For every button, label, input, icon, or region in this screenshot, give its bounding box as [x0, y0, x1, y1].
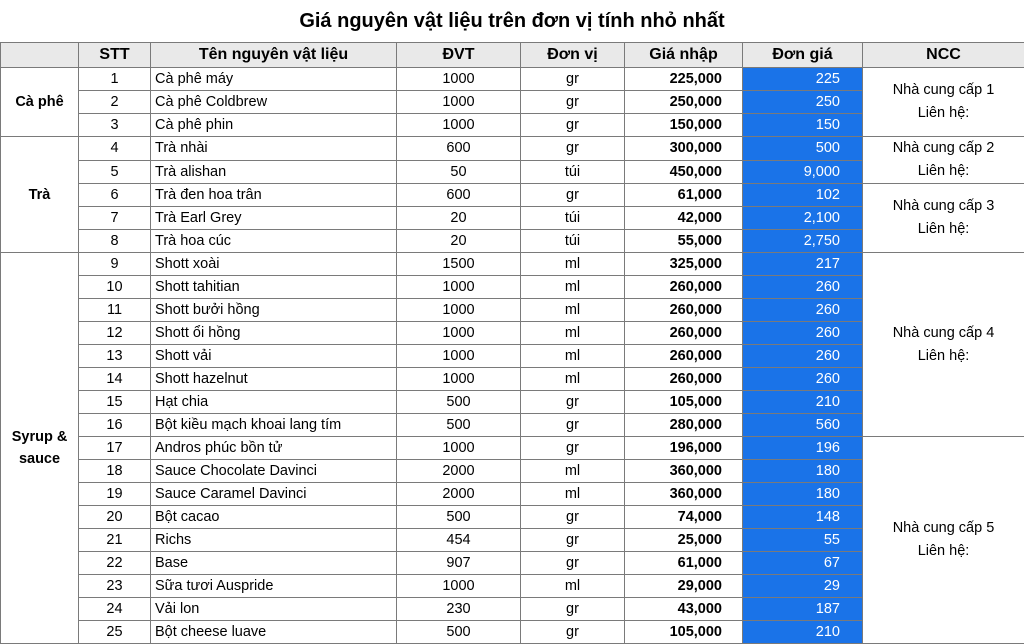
cell-purchase-price[interactable]: 29,000 [625, 575, 743, 598]
cell-unit[interactable]: gr [521, 598, 625, 621]
cell-purchase-price[interactable]: 105,000 [625, 391, 743, 414]
cell-material-name[interactable]: Trà Earl Grey [151, 207, 397, 230]
supplier-cell[interactable] [863, 68, 1024, 137]
cell-dvt[interactable]: 1000 [397, 68, 521, 91]
cell-stt[interactable]: 6 [79, 184, 151, 207]
cell-material-name[interactable]: Cà phê phin [151, 114, 397, 137]
cell-material-name[interactable]: Trà hoa cúc [151, 230, 397, 253]
cell-purchase-price[interactable]: 55,000 [625, 230, 743, 253]
cell-material-name[interactable]: Bột cheese luave [151, 621, 397, 644]
cell-stt[interactable]: 16 [79, 414, 151, 437]
cell-unit[interactable]: gr [521, 437, 625, 460]
cell-stt[interactable]: 7 [79, 207, 151, 230]
cell-dvt[interactable]: 500 [397, 506, 521, 529]
cell-dvt[interactable]: 600 [397, 184, 521, 207]
cell-stt[interactable]: 2 [79, 91, 151, 114]
cell-dvt[interactable]: 1000 [397, 322, 521, 345]
header-supplier[interactable]: NCC [863, 43, 1024, 68]
cell-material-name[interactable]: Bột cacao [151, 506, 397, 529]
cell-material-name[interactable]: Shott tahitian [151, 276, 397, 299]
cell-material-name[interactable]: Vải lon [151, 598, 397, 621]
cell-dvt[interactable]: 1000 [397, 575, 521, 598]
cell-stt[interactable]: 1 [79, 68, 151, 91]
header-row [1, 43, 1024, 68]
cell-stt[interactable]: 23 [79, 575, 151, 598]
cell-stt[interactable]: 4 [79, 137, 151, 161]
cell-stt[interactable]: 12 [79, 322, 151, 345]
cell-unit[interactable]: ml [521, 345, 625, 368]
cell-unit-price[interactable]: 210 [743, 621, 863, 644]
table-row [1, 68, 1024, 91]
cell-dvt[interactable]: 1000 [397, 345, 521, 368]
cell-material-name[interactable]: Andros phúc bồn tử [151, 437, 397, 460]
cell-unit-price[interactable]: 67 [743, 552, 863, 575]
supplier-contact: Liên hệ: [863, 102, 1024, 125]
cell-stt[interactable]: 11 [79, 299, 151, 322]
cell-unit-price[interactable]: 260 [743, 368, 863, 391]
cell-dvt[interactable]: 20 [397, 230, 521, 253]
cell-purchase-price[interactable]: 43,000 [625, 598, 743, 621]
cell-purchase-price[interactable]: 260,000 [625, 345, 743, 368]
cell-material-name[interactable]: Trà đen hoa trân [151, 184, 397, 207]
cell-stt[interactable]: 19 [79, 483, 151, 506]
cell-dvt[interactable]: 500 [397, 414, 521, 437]
cell-material-name[interactable]: Shott ổi hồng [151, 322, 397, 345]
cell-material-name[interactable]: Shott hazelnut [151, 368, 397, 391]
cell-unit[interactable]: gr [521, 506, 625, 529]
cell-unit-price[interactable]: 180 [743, 460, 863, 483]
cell-dvt[interactable]: 1000 [397, 114, 521, 137]
cell-unit[interactable]: ml [521, 575, 625, 598]
supplier-name: Nhà cung cấp 2 [863, 137, 1024, 160]
cell-unit-price[interactable]: 500 [743, 137, 863, 161]
supplier-contact: Liên hệ: [863, 160, 1024, 183]
cell-unit-price[interactable]: 2,750 [743, 230, 863, 253]
cell-stt[interactable]: 20 [79, 506, 151, 529]
cell-stt[interactable]: 5 [79, 160, 151, 184]
cell-purchase-price[interactable]: 260,000 [625, 368, 743, 391]
cell-unit-price[interactable]: 29 [743, 575, 863, 598]
supplier-cell[interactable] [863, 137, 1024, 184]
cell-unit-price[interactable]: 9,000 [743, 160, 863, 184]
supplier-contact: Liên hệ: [863, 540, 1024, 563]
cell-unit-price[interactable]: 560 [743, 414, 863, 437]
cell-unit-price[interactable]: 260 [743, 276, 863, 299]
cell-unit[interactable]: gr [521, 68, 625, 91]
table-row [1, 437, 1024, 460]
cell-unit[interactable]: ml [521, 299, 625, 322]
cell-dvt[interactable]: 1000 [397, 437, 521, 460]
cell-purchase-price[interactable]: 260,000 [625, 322, 743, 345]
cell-purchase-price[interactable]: 260,000 [625, 299, 743, 322]
supplier-name: Nhà cung cấp 4 [863, 322, 1024, 345]
cell-stt[interactable]: 13 [79, 345, 151, 368]
group-label[interactable]: Cà phê [1, 68, 79, 137]
cell-unit[interactable]: gr [521, 552, 625, 575]
cell-purchase-price[interactable]: 150,000 [625, 114, 743, 137]
cell-dvt[interactable]: 1000 [397, 276, 521, 299]
supplier-name: Nhà cung cấp 5 [863, 517, 1024, 540]
cell-dvt[interactable]: 1500 [397, 253, 521, 276]
cell-material-name[interactable]: Shott vải [151, 345, 397, 368]
cell-stt[interactable]: 24 [79, 598, 151, 621]
cell-purchase-price[interactable]: 280,000 [625, 414, 743, 437]
cell-dvt[interactable]: 454 [397, 529, 521, 552]
supplier-cell[interactable] [863, 253, 1024, 437]
cell-purchase-price[interactable]: 105,000 [625, 621, 743, 644]
cell-unit[interactable]: gr [521, 414, 625, 437]
cell-purchase-price[interactable]: 260,000 [625, 276, 743, 299]
cell-dvt[interactable]: 1000 [397, 368, 521, 391]
cell-stt[interactable]: 10 [79, 276, 151, 299]
cell-purchase-price[interactable]: 61,000 [625, 552, 743, 575]
cell-unit-price[interactable]: 250 [743, 91, 863, 114]
table-row [1, 253, 1024, 276]
cell-purchase-price[interactable]: 42,000 [625, 207, 743, 230]
cell-material-name[interactable]: Cà phê máy [151, 68, 397, 91]
cell-material-name[interactable]: Bột kiều mạch khoai lang tím [151, 414, 397, 437]
cell-unit-price[interactable]: 210 [743, 391, 863, 414]
header-purchase-price[interactable]: Giá nhập [625, 43, 743, 68]
cell-unit-price[interactable]: 2,100 [743, 207, 863, 230]
cell-purchase-price[interactable]: 360,000 [625, 483, 743, 506]
cell-stt[interactable]: 25 [79, 621, 151, 644]
supplier-cell[interactable] [863, 184, 1024, 253]
cell-purchase-price[interactable]: 450,000 [625, 160, 743, 184]
cell-material-name[interactable]: Trà nhài [151, 137, 397, 161]
cell-unit[interactable]: ml [521, 368, 625, 391]
supplier-contact: Liên hệ: [863, 218, 1024, 241]
cell-unit-price[interactable]: 102 [743, 184, 863, 207]
header-group[interactable] [1, 43, 79, 68]
cell-unit-price[interactable]: 217 [743, 253, 863, 276]
cell-unit[interactable]: gr [521, 391, 625, 414]
cell-unit[interactable]: ml [521, 483, 625, 506]
cell-unit[interactable]: gr [521, 621, 625, 644]
cell-purchase-price[interactable]: 360,000 [625, 460, 743, 483]
price-table [0, 42, 1024, 644]
header-stt[interactable]: STT [79, 43, 151, 68]
cell-stt[interactable]: 21 [79, 529, 151, 552]
cell-stt[interactable]: 8 [79, 230, 151, 253]
supplier-name: Nhà cung cấp 1 [863, 79, 1024, 102]
cell-purchase-price[interactable]: 300,000 [625, 137, 743, 161]
cell-unit[interactable]: ml [521, 460, 625, 483]
cell-dvt[interactable]: 1000 [397, 91, 521, 114]
cell-stt[interactable]: 22 [79, 552, 151, 575]
cell-unit[interactable]: gr [521, 91, 625, 114]
cell-material-name[interactable]: Base [151, 552, 397, 575]
header-unit-price[interactable]: Đơn giá [743, 43, 863, 68]
cell-purchase-price[interactable]: 25,000 [625, 529, 743, 552]
table-body [1, 68, 1024, 644]
cell-unit[interactable]: túi [521, 160, 625, 184]
cell-unit-price[interactable]: 225 [743, 68, 863, 91]
header-unit[interactable]: Đơn vị [521, 43, 625, 68]
cell-material-name[interactable]: Trà alishan [151, 160, 397, 184]
cell-dvt[interactable]: 2000 [397, 483, 521, 506]
cell-unit[interactable]: túi [521, 230, 625, 253]
cell-material-name[interactable]: Shott bưởi hồng [151, 299, 397, 322]
cell-dvt[interactable]: 500 [397, 391, 521, 414]
cell-unit[interactable]: túi [521, 207, 625, 230]
cell-material-name[interactable]: Sauce Chocolate Davinci [151, 460, 397, 483]
group-label[interactable]: Trà [1, 137, 79, 253]
header-dvt[interactable]: ĐVT [397, 43, 521, 68]
cell-material-name[interactable]: Hạt chia [151, 391, 397, 414]
cell-unit[interactable]: ml [521, 276, 625, 299]
cell-dvt[interactable]: 2000 [397, 460, 521, 483]
cell-unit-price[interactable]: 180 [743, 483, 863, 506]
cell-unit[interactable]: gr [521, 137, 625, 161]
group-label[interactable]: Syrup & sauce [1, 253, 79, 644]
table-row [1, 184, 1024, 207]
cell-dvt[interactable]: 230 [397, 598, 521, 621]
supplier-name: Nhà cung cấp 3 [863, 195, 1024, 218]
cell-stt[interactable]: 3 [79, 114, 151, 137]
cell-dvt[interactable]: 500 [397, 621, 521, 644]
cell-unit[interactable]: gr [521, 529, 625, 552]
cell-unit-price[interactable]: 148 [743, 506, 863, 529]
cell-dvt[interactable]: 20 [397, 207, 521, 230]
cell-unit-price[interactable]: 260 [743, 299, 863, 322]
cell-purchase-price[interactable]: 325,000 [625, 253, 743, 276]
cell-material-name[interactable]: Sữa tươi Auspride [151, 575, 397, 598]
cell-unit-price[interactable]: 150 [743, 114, 863, 137]
supplier-cell[interactable] [863, 437, 1024, 644]
cell-stt[interactable]: 18 [79, 460, 151, 483]
sheet-title: Giá nguyên vật liệu trên đơn vị tính nhỏ nhất [0, 0, 1024, 42]
cell-unit[interactable]: ml [521, 253, 625, 276]
cell-purchase-price[interactable]: 196,000 [625, 437, 743, 460]
cell-unit-price[interactable]: 260 [743, 345, 863, 368]
cell-unit-price[interactable]: 260 [743, 322, 863, 345]
cell-unit[interactable]: gr [521, 184, 625, 207]
cell-purchase-price[interactable]: 61,000 [625, 184, 743, 207]
cell-dvt[interactable]: 907 [397, 552, 521, 575]
cell-unit-price[interactable]: 196 [743, 437, 863, 460]
cell-purchase-price[interactable]: 74,000 [625, 506, 743, 529]
supplier-contact: Liên hệ: [863, 345, 1024, 368]
table-row [1, 137, 1024, 161]
cell-material-name[interactable]: Shott xoài [151, 253, 397, 276]
cell-dvt[interactable]: 1000 [397, 299, 521, 322]
cell-stt[interactable]: 15 [79, 391, 151, 414]
cell-stt[interactable]: 9 [79, 253, 151, 276]
cell-material-name[interactable]: Sauce Caramel Davinci [151, 483, 397, 506]
cell-purchase-price[interactable]: 225,000 [625, 68, 743, 91]
cell-dvt[interactable]: 50 [397, 160, 521, 184]
cell-stt[interactable]: 14 [79, 368, 151, 391]
cell-unit[interactable]: ml [521, 322, 625, 345]
cell-purchase-price[interactable]: 250,000 [625, 91, 743, 114]
cell-unit-price[interactable]: 187 [743, 598, 863, 621]
cell-unit[interactable]: gr [521, 114, 625, 137]
cell-dvt[interactable]: 600 [397, 137, 521, 161]
header-material-name[interactable]: Tên nguyên vật liệu [151, 43, 397, 68]
cell-material-name[interactable]: Richs [151, 529, 397, 552]
cell-material-name[interactable]: Cà phê Coldbrew [151, 91, 397, 114]
cell-unit-price[interactable]: 55 [743, 529, 863, 552]
cell-stt[interactable]: 17 [79, 437, 151, 460]
